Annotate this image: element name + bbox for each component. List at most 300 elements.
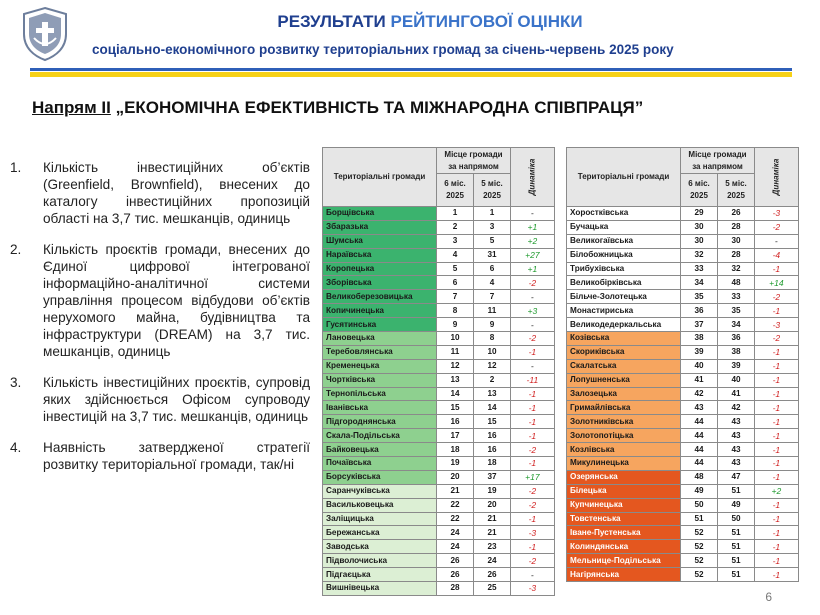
place-6m-cell: 52 — [681, 554, 718, 568]
table-row — [323, 484, 555, 498]
place-5m-cell: 51 — [718, 554, 755, 568]
title-part-1: РЕЗУЛЬТАТИ — [277, 12, 386, 31]
place-6m-cell: 40 — [681, 359, 718, 373]
place-6m-cell: 24 — [437, 540, 474, 554]
place-5m-cell: 28 — [718, 220, 755, 234]
place-5m-cell: 13 — [474, 387, 511, 401]
dynamics-cell: - — [755, 234, 799, 248]
dynamics-cell: - — [511, 359, 555, 373]
table-row — [567, 457, 799, 471]
community-name-cell: Збаразька — [323, 220, 437, 234]
dynamics-cell: -1 — [511, 457, 555, 471]
col-header-6m: 6 міс. 2025 — [681, 174, 718, 207]
place-6m-cell: 3 — [437, 234, 474, 248]
place-6m-cell: 35 — [681, 290, 718, 304]
place-6m-cell: 19 — [437, 457, 474, 471]
dynamics-cell: -3 — [755, 318, 799, 332]
place-6m-cell: 9 — [437, 318, 474, 332]
table-row — [323, 387, 555, 401]
community-name-cell: Трибухівська — [567, 262, 681, 276]
place-6m-cell: 38 — [681, 332, 718, 346]
place-6m-cell: 39 — [681, 345, 718, 359]
place-5m-cell: 12 — [474, 359, 511, 373]
table-row — [567, 443, 799, 457]
dynamics-cell: -3 — [511, 526, 555, 540]
table-row — [567, 345, 799, 359]
community-name-cell: Білецька — [567, 484, 681, 498]
table-row — [567, 401, 799, 415]
community-name-cell: Іванівська — [323, 401, 437, 415]
place-6m-cell: 52 — [681, 526, 718, 540]
place-6m-cell: 5 — [437, 262, 474, 276]
place-6m-cell: 30 — [681, 234, 718, 248]
table-row — [323, 540, 555, 554]
community-name-cell: Великогаївська — [567, 234, 681, 248]
community-name-cell: Озерянська — [567, 470, 681, 484]
community-name-cell: Лопушненська — [567, 373, 681, 387]
dynamics-cell: -2 — [511, 443, 555, 457]
community-name-cell: Козлівська — [567, 443, 681, 457]
indicator-item — [10, 241, 310, 360]
table-row — [567, 498, 799, 512]
community-name-cell: Заліщицька — [323, 512, 437, 526]
dynamics-cell: -2 — [511, 276, 555, 290]
place-5m-cell: 23 — [474, 540, 511, 554]
place-5m-cell: 48 — [718, 276, 755, 290]
place-5m-cell: 25 — [474, 582, 511, 596]
place-5m-cell: 16 — [474, 429, 511, 443]
header-divider-blue — [30, 68, 792, 71]
dynamics-cell: -1 — [511, 540, 555, 554]
table-row — [567, 262, 799, 276]
community-name-cell: Товстенська — [567, 512, 681, 526]
community-name-cell: Борсуківська — [323, 470, 437, 484]
place-6m-cell: 51 — [681, 512, 718, 526]
place-6m-cell: 10 — [437, 332, 474, 346]
place-6m-cell: 36 — [681, 304, 718, 318]
indicator-item — [10, 439, 310, 473]
page-number: 6 — [765, 590, 772, 604]
place-5m-cell: 15 — [474, 415, 511, 429]
place-5m-cell: 51 — [718, 484, 755, 498]
place-5m-cell: 40 — [718, 373, 755, 387]
place-5m-cell: 37 — [474, 470, 511, 484]
place-5m-cell: 41 — [718, 387, 755, 401]
place-5m-cell: 39 — [718, 359, 755, 373]
place-5m-cell: 16 — [474, 443, 511, 457]
table-row — [567, 359, 799, 373]
place-5m-cell: 47 — [718, 470, 755, 484]
place-6m-cell: 33 — [681, 262, 718, 276]
place-5m-cell: 7 — [474, 290, 511, 304]
place-6m-cell: 44 — [681, 415, 718, 429]
table-row — [323, 470, 555, 484]
community-name-cell: Копичинецька — [323, 304, 437, 318]
place-5m-cell: 14 — [474, 401, 511, 415]
table-row — [567, 415, 799, 429]
dynamics-cell: -2 — [511, 332, 555, 346]
community-name-cell: Купчинецька — [567, 498, 681, 512]
table-row — [323, 512, 555, 526]
place-5m-cell: 5 — [474, 234, 511, 248]
place-5m-cell: 43 — [718, 415, 755, 429]
table-row — [323, 248, 555, 262]
place-6m-cell: 44 — [681, 443, 718, 457]
section-title: „ЕКОНОМІЧНА ЕФЕКТИВНІСТЬ ТА МІЖНАРОДНА СПІВПРАЦЯ” — [115, 98, 644, 117]
dynamics-cell: -1 — [755, 540, 799, 554]
place-6m-cell: 13 — [437, 373, 474, 387]
community-name-cell: Мельнице-Подільська — [567, 554, 681, 568]
community-name-cell: Золотопотіцька — [567, 429, 681, 443]
dynamics-cell: -1 — [511, 429, 555, 443]
dynamics-cell: -1 — [755, 345, 799, 359]
place-5m-cell: 28 — [718, 248, 755, 262]
table-row — [323, 457, 555, 471]
dynamics-cell: -2 — [511, 484, 555, 498]
ranking-table-right — [566, 147, 799, 582]
dynamics-cell: -1 — [755, 457, 799, 471]
community-name-cell: Скориківська — [567, 345, 681, 359]
dynamics-cell: +2 — [755, 484, 799, 498]
indicator-item — [10, 159, 310, 227]
place-5m-cell: 11 — [474, 304, 511, 318]
place-6m-cell: 6 — [437, 276, 474, 290]
page-subtitle: соціально-економічного розвитку територіальних громад за січень-червень 2025 року — [92, 42, 674, 57]
dynamics-cell: +3 — [511, 304, 555, 318]
table-row — [323, 582, 555, 596]
table-row — [323, 290, 555, 304]
place-5m-cell: 19 — [474, 484, 511, 498]
community-name-cell: Іване-Пустенська — [567, 526, 681, 540]
place-5m-cell: 6 — [474, 262, 511, 276]
page-title — [0, 12, 820, 32]
dynamics-cell: - — [511, 318, 555, 332]
title-part-2: РЕЙТИНГОВОЇ ОЦІНКИ — [390, 12, 583, 31]
community-name-cell: Скалатська — [567, 359, 681, 373]
dynamics-cell: +1 — [511, 220, 555, 234]
place-6m-cell: 42 — [681, 387, 718, 401]
col-header-place: Місце громади за напрямом — [437, 148, 511, 174]
table-row — [323, 304, 555, 318]
indicator-number: 2. — [10, 242, 22, 257]
place-6m-cell: 50 — [681, 498, 718, 512]
table-row — [567, 387, 799, 401]
place-6m-cell: 26 — [437, 568, 474, 582]
community-name-cell: Великодедеркальська — [567, 318, 681, 332]
community-name-cell: Зборівська — [323, 276, 437, 290]
community-name-cell: Вишнівецька — [323, 582, 437, 596]
table-row — [323, 220, 555, 234]
place-5m-cell: 9 — [474, 318, 511, 332]
community-name-cell: Саранчуківська — [323, 484, 437, 498]
community-name-cell: Кременецька — [323, 359, 437, 373]
place-6m-cell: 20 — [437, 470, 474, 484]
community-name-cell: Нараївська — [323, 248, 437, 262]
dynamics-cell: -1 — [511, 415, 555, 429]
dynamics-cell: -1 — [755, 498, 799, 512]
dynamics-cell: -2 — [755, 332, 799, 346]
place-6m-cell: 49 — [681, 484, 718, 498]
dynamics-cell: -3 — [755, 207, 799, 221]
place-5m-cell: 51 — [718, 568, 755, 582]
community-name-cell: Підгороднянська — [323, 415, 437, 429]
dynamics-cell: -2 — [755, 220, 799, 234]
community-name-cell: Заводська — [323, 540, 437, 554]
community-name-cell: Підгаєцька — [323, 568, 437, 582]
dynamics-cell: -1 — [755, 401, 799, 415]
table-row — [567, 554, 799, 568]
table-row — [323, 332, 555, 346]
place-5m-cell: 4 — [474, 276, 511, 290]
table-row — [567, 248, 799, 262]
place-6m-cell: 28 — [437, 582, 474, 596]
indicator-number: 4. — [10, 440, 22, 455]
header-divider-yellow — [30, 72, 792, 77]
community-name-cell: Скала-Подільська — [323, 429, 437, 443]
table-row — [567, 373, 799, 387]
place-6m-cell: 26 — [437, 554, 474, 568]
table-row — [567, 429, 799, 443]
table-row — [323, 276, 555, 290]
place-6m-cell: 30 — [681, 220, 718, 234]
indicator-number: 3. — [10, 375, 22, 390]
place-6m-cell: 2 — [437, 220, 474, 234]
place-6m-cell: 52 — [681, 540, 718, 554]
community-name-cell: Великобірківська — [567, 276, 681, 290]
community-name-cell: Шумська — [323, 234, 437, 248]
community-name-cell: Гримайлівська — [567, 401, 681, 415]
col-header-name: Територіальні громади — [567, 148, 681, 207]
dynamics-cell: +27 — [511, 248, 555, 262]
dynamics-cell: -1 — [755, 304, 799, 318]
dynamics-cell: -1 — [755, 443, 799, 457]
place-6m-cell: 34 — [681, 276, 718, 290]
col-header-name: Територіальні громади — [323, 148, 437, 207]
place-6m-cell: 43 — [681, 401, 718, 415]
place-6m-cell: 52 — [681, 568, 718, 582]
place-5m-cell: 30 — [718, 234, 755, 248]
place-6m-cell: 4 — [437, 248, 474, 262]
place-6m-cell: 32 — [681, 248, 718, 262]
place-5m-cell: 8 — [474, 332, 511, 346]
place-5m-cell: 31 — [474, 248, 511, 262]
dynamics-cell: -3 — [511, 582, 555, 596]
dynamics-cell: -1 — [511, 345, 555, 359]
dynamics-cell: +2 — [511, 234, 555, 248]
dynamics-cell: -1 — [755, 415, 799, 429]
table-row — [567, 540, 799, 554]
community-name-cell: Колиндянська — [567, 540, 681, 554]
table-row — [567, 276, 799, 290]
indicator-item — [10, 374, 310, 425]
place-5m-cell: 1 — [474, 207, 511, 221]
dynamics-cell: -1 — [755, 568, 799, 582]
place-5m-cell: 43 — [718, 429, 755, 443]
col-header-dynamics: Динаміка — [755, 148, 799, 207]
table-row — [323, 234, 555, 248]
community-name-cell: Монастириська — [567, 304, 681, 318]
place-5m-cell: 3 — [474, 220, 511, 234]
dynamics-cell: -1 — [511, 401, 555, 415]
dynamics-cell: -1 — [755, 373, 799, 387]
dynamics-cell: - — [511, 290, 555, 304]
place-6m-cell: 22 — [437, 498, 474, 512]
community-name-cell: Почаївська — [323, 457, 437, 471]
table-row — [323, 429, 555, 443]
dynamics-cell: - — [511, 568, 555, 582]
place-6m-cell: 16 — [437, 415, 474, 429]
place-6m-cell: 22 — [437, 512, 474, 526]
section-prefix: Напрям ІІ — [32, 98, 111, 117]
dynamics-cell: -2 — [511, 498, 555, 512]
place-6m-cell: 44 — [681, 429, 718, 443]
dynamics-cell: -1 — [755, 526, 799, 540]
table-row — [567, 470, 799, 484]
place-5m-cell: 32 — [718, 262, 755, 276]
community-name-cell: Байковецька — [323, 443, 437, 457]
place-6m-cell: 17 — [437, 429, 474, 443]
place-5m-cell: 24 — [474, 554, 511, 568]
place-6m-cell: 8 — [437, 304, 474, 318]
place-6m-cell: 44 — [681, 457, 718, 471]
place-5m-cell: 26 — [474, 568, 511, 582]
dynamics-cell: -1 — [755, 470, 799, 484]
table-row — [567, 304, 799, 318]
table-row — [323, 318, 555, 332]
col-header-place: Місце громади за напрямом — [681, 148, 755, 174]
col-header-5m: 5 міс. 2025 — [474, 174, 511, 207]
community-name-cell: Микулинецька — [567, 457, 681, 471]
place-5m-cell: 21 — [474, 512, 511, 526]
community-name-cell: Бережанська — [323, 526, 437, 540]
col-header-dynamics: Динаміка — [511, 148, 555, 207]
dynamics-cell: -1 — [755, 359, 799, 373]
dynamics-cell: -1 — [755, 429, 799, 443]
place-6m-cell: 18 — [437, 443, 474, 457]
dynamics-cell: -1 — [755, 387, 799, 401]
community-name-cell: Великоберезовицька — [323, 290, 437, 304]
table-row — [567, 332, 799, 346]
place-6m-cell: 37 — [681, 318, 718, 332]
table-row — [567, 568, 799, 582]
place-5m-cell: 49 — [718, 498, 755, 512]
community-name-cell: Васильковецька — [323, 498, 437, 512]
dynamics-cell: -2 — [755, 290, 799, 304]
indicator-list — [10, 159, 310, 487]
place-6m-cell: 11 — [437, 345, 474, 359]
community-name-cell: Борщівська — [323, 207, 437, 221]
table-row — [323, 415, 555, 429]
community-name-cell: Бучацька — [567, 220, 681, 234]
dynamics-cell: -11 — [511, 373, 555, 387]
table-row — [567, 484, 799, 498]
community-name-cell: Хоростківська — [567, 207, 681, 221]
table-row — [567, 207, 799, 221]
table-row — [323, 498, 555, 512]
dynamics-cell: +1 — [511, 262, 555, 276]
table-row — [323, 373, 555, 387]
place-5m-cell: 38 — [718, 345, 755, 359]
place-5m-cell: 10 — [474, 345, 511, 359]
section-heading — [32, 98, 643, 118]
place-5m-cell: 42 — [718, 401, 755, 415]
place-6m-cell: 24 — [437, 526, 474, 540]
community-name-cell: Залозецька — [567, 387, 681, 401]
community-name-cell: Коропецька — [323, 262, 437, 276]
place-6m-cell: 7 — [437, 290, 474, 304]
community-name-cell: Золотниківська — [567, 415, 681, 429]
place-5m-cell: 43 — [718, 457, 755, 471]
community-name-cell: Нагірянська — [567, 568, 681, 582]
dynamics-cell: -2 — [511, 554, 555, 568]
dynamics-cell: -1 — [755, 554, 799, 568]
table-row — [323, 554, 555, 568]
table-row — [323, 568, 555, 582]
table-row — [567, 290, 799, 304]
community-name-cell: Тернопільська — [323, 387, 437, 401]
community-name-cell: Більче-Золотецька — [567, 290, 681, 304]
place-5m-cell: 35 — [718, 304, 755, 318]
table-row — [323, 345, 555, 359]
table-row — [567, 318, 799, 332]
ranking-table-left — [322, 147, 555, 596]
table-row — [567, 220, 799, 234]
place-6m-cell: 15 — [437, 401, 474, 415]
dynamics-cell: - — [511, 207, 555, 221]
place-5m-cell: 36 — [718, 332, 755, 346]
table-row — [323, 359, 555, 373]
community-name-cell: Теребовлянська — [323, 345, 437, 359]
community-name-cell: Чортківська — [323, 373, 437, 387]
place-5m-cell: 20 — [474, 498, 511, 512]
place-5m-cell: 51 — [718, 540, 755, 554]
place-5m-cell: 18 — [474, 457, 511, 471]
indicator-text: Кількість інвестиційних проєктів, супровід яких здійснюється Офісом супроводу інвестицій на 3,7 тис. мешканців, одиниць — [43, 375, 310, 424]
dynamics-cell: -1 — [755, 262, 799, 276]
community-name-cell: Козівська — [567, 332, 681, 346]
table-row — [567, 526, 799, 540]
table-row — [323, 262, 555, 276]
place-5m-cell: 50 — [718, 512, 755, 526]
place-6m-cell: 14 — [437, 387, 474, 401]
community-name-cell: Лановецька — [323, 332, 437, 346]
dynamics-cell: +14 — [755, 276, 799, 290]
dynamics-cell: +17 — [511, 470, 555, 484]
table-row — [323, 401, 555, 415]
place-6m-cell: 1 — [437, 207, 474, 221]
place-6m-cell: 29 — [681, 207, 718, 221]
dynamics-cell: -1 — [511, 512, 555, 526]
place-6m-cell: 48 — [681, 470, 718, 484]
dynamics-cell: -1 — [511, 387, 555, 401]
community-name-cell: Білобожницька — [567, 248, 681, 262]
table-row — [567, 512, 799, 526]
place-5m-cell: 21 — [474, 526, 511, 540]
table-row — [567, 234, 799, 248]
community-name-cell: Гусятинська — [323, 318, 437, 332]
dynamics-cell: -1 — [755, 512, 799, 526]
place-6m-cell: 41 — [681, 373, 718, 387]
place-5m-cell: 34 — [718, 318, 755, 332]
place-5m-cell: 2 — [474, 373, 511, 387]
place-6m-cell: 21 — [437, 484, 474, 498]
col-header-5m: 5 міс. 2025 — [718, 174, 755, 207]
table-row — [323, 207, 555, 221]
community-name-cell: Підволочиська — [323, 554, 437, 568]
place-5m-cell: 33 — [718, 290, 755, 304]
indicator-number: 1. — [10, 160, 22, 175]
indicator-text: Кількість проєктів громади, внесених до Єдиної цифрової інтегрованої інформаційно-аналітичної системи управління процесом відбудови об’єктів нерухомого майна, будівництва та інфраструктури (DREAM) на 3,7 тис. мешканців, одиниць — [43, 242, 310, 359]
